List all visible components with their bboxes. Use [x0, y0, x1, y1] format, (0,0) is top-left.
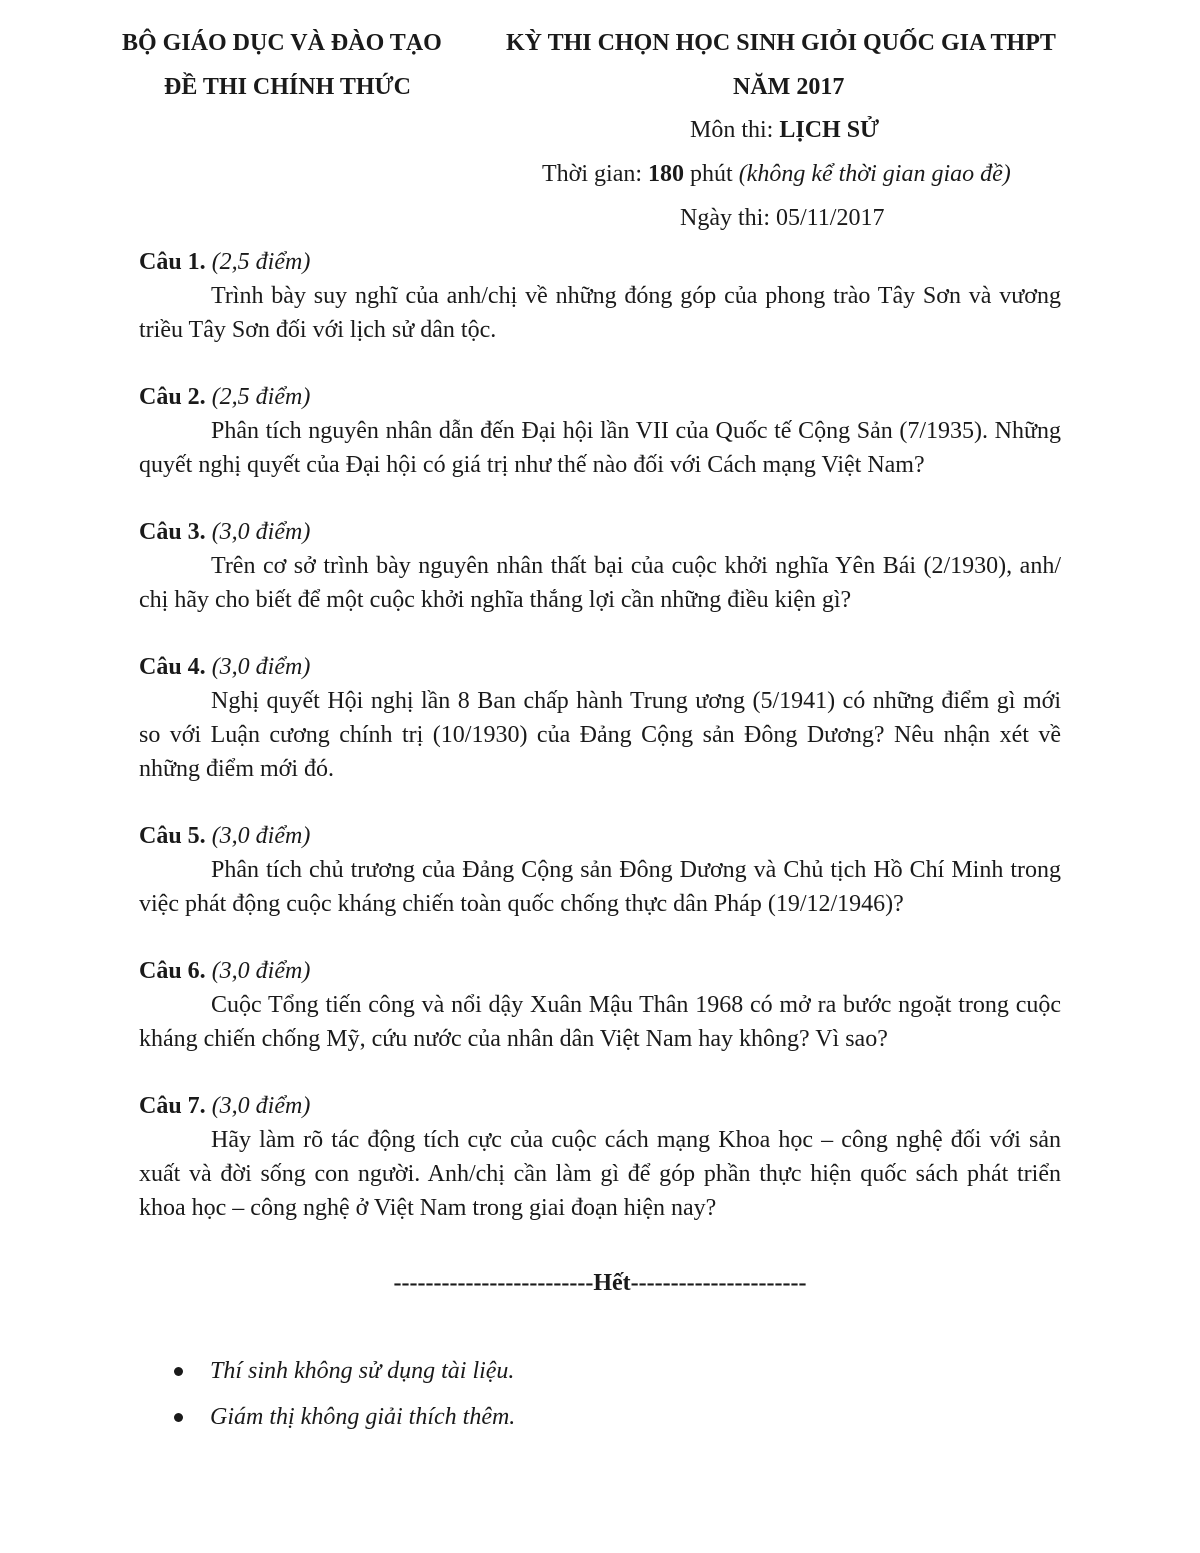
question-1 — [139, 246, 1061, 381]
question-label: Câu 7. — [139, 1093, 206, 1119]
question-text: Nghị quyết Hội nghị lần 8 Ban chấp hành Trung ương (5/1941) có những điểm gì mới so với Luận cương chính trị (10/1930) của Đảng Cộng sản Đông Dương? Nêu nhận xét về những điểm mới đó. — [139, 688, 1061, 782]
time-note: (không kể thời gian giao đề) — [738, 161, 1011, 187]
time-line — [542, 159, 1011, 189]
question-3 — [139, 516, 1061, 651]
end-marker: -------------------------Hết---------------------- — [393, 1270, 807, 1296]
subject-label: Môn thi: — [690, 117, 780, 143]
question-header — [139, 1090, 1061, 1123]
official-exam-label: ĐỀ THI CHÍNH THỨC — [164, 74, 411, 100]
subject-line — [690, 115, 879, 145]
question-label: Câu 3. — [139, 519, 206, 545]
question-header — [139, 955, 1061, 988]
question-header — [139, 651, 1061, 684]
subject-value: LỊCH SỬ — [779, 117, 880, 143]
ministry-name: BỘ GIÁO DỤC VÀ ĐÀO TẠO — [122, 30, 442, 56]
question-points: (3,0 điểm) — [211, 823, 311, 849]
date-line — [680, 203, 884, 233]
question-text: Phân tích chủ trương của Đảng Cộng sản Đông Dương và Chủ tịch Hồ Chí Minh trong việc phát động cuộc kháng chiến toàn quốc chống thực dân Pháp (19/12/1946)? — [139, 857, 1061, 917]
question-points: (2,5 điểm) — [211, 384, 311, 410]
question-list — [139, 246, 1061, 1259]
question-2 — [139, 381, 1061, 516]
date-label: Ngày thi: — [680, 205, 776, 231]
question-label: Câu 1. — [139, 249, 206, 275]
question-5 — [139, 820, 1061, 955]
question-text: Hãy làm rõ tác động tích cực của cuộc cách mạng Khoa học – công nghệ đối với sản xuất và đời sống con người. Anh/chị cần làm gì để góp phần thực hiện quốc sách phát triển khoa học – công nghệ ở Việt Nam trong giai đoạn hiện nay? — [139, 1127, 1061, 1221]
question-label: Câu 5. — [139, 823, 206, 849]
question-points: (3,0 điểm) — [211, 1093, 311, 1119]
question-text: Trên cơ sở trình bày nguyên nhân thất bại của cuộc khởi nghĩa Yên Bái (2/1930), anh/ chị hãy cho biết để một cuộc khởi nghĩa thắng lợi cần những điều kiện gì? — [139, 553, 1061, 613]
question-7 — [139, 1090, 1061, 1259]
note-item — [168, 1354, 515, 1400]
time-value: 180 — [648, 161, 685, 187]
bullet-icon — [174, 1413, 183, 1422]
question-header — [139, 516, 1061, 549]
notes-list — [168, 1354, 515, 1446]
question-label: Câu 2. — [139, 384, 206, 410]
question-6 — [139, 955, 1061, 1090]
question-points: (3,0 điểm) — [211, 958, 311, 984]
question-4 — [139, 651, 1061, 820]
note-item — [168, 1400, 515, 1446]
question-text: Cuộc Tổng tiến công và nổi dậy Xuân Mậu Thân 1968 có mở ra bước ngoặt trong cuộc kháng chiến chống Mỹ, cứu nước của nhân dân Việt Nam hay không? Vì sao? — [139, 992, 1061, 1052]
question-header — [139, 246, 1061, 279]
bullet-icon — [174, 1367, 183, 1376]
exam-year: NĂM 2017 — [733, 74, 845, 100]
exam-title: KỲ THI CHỌN HỌC SINH GIỎI QUỐC GIA THPT — [506, 30, 1056, 56]
question-points: (3,0 điểm) — [211, 519, 311, 545]
question-points: (2,5 điểm) — [211, 249, 311, 275]
question-points: (3,0 điểm) — [211, 654, 311, 680]
question-text: Trình bày suy nghĩ của anh/chị về những đóng góp của phong trào Tây Sơn và vương triều Tây Sơn đối với lịch sử dân tộc. — [139, 283, 1061, 343]
question-header — [139, 820, 1061, 853]
question-label: Câu 4. — [139, 654, 206, 680]
question-label: Câu 6. — [139, 958, 206, 984]
question-text: Phân tích nguyên nhân dẫn đến Đại hội lần VII của Quốc tế Cộng Sản (7/1935). Những quyết nghị quyết của Đại hội có giá trị như thế nào đối với Cách mạng Việt Nam? — [139, 418, 1061, 478]
time-unit: phút — [684, 161, 739, 187]
date-value: 05/11/2017 — [776, 205, 885, 231]
note-text: Giám thị không giải thích thêm. — [210, 1404, 516, 1430]
note-text: Thí sinh không sử dụng tài liệu. — [210, 1358, 515, 1384]
question-header — [139, 381, 1061, 414]
time-label: Thời gian: — [542, 161, 649, 187]
